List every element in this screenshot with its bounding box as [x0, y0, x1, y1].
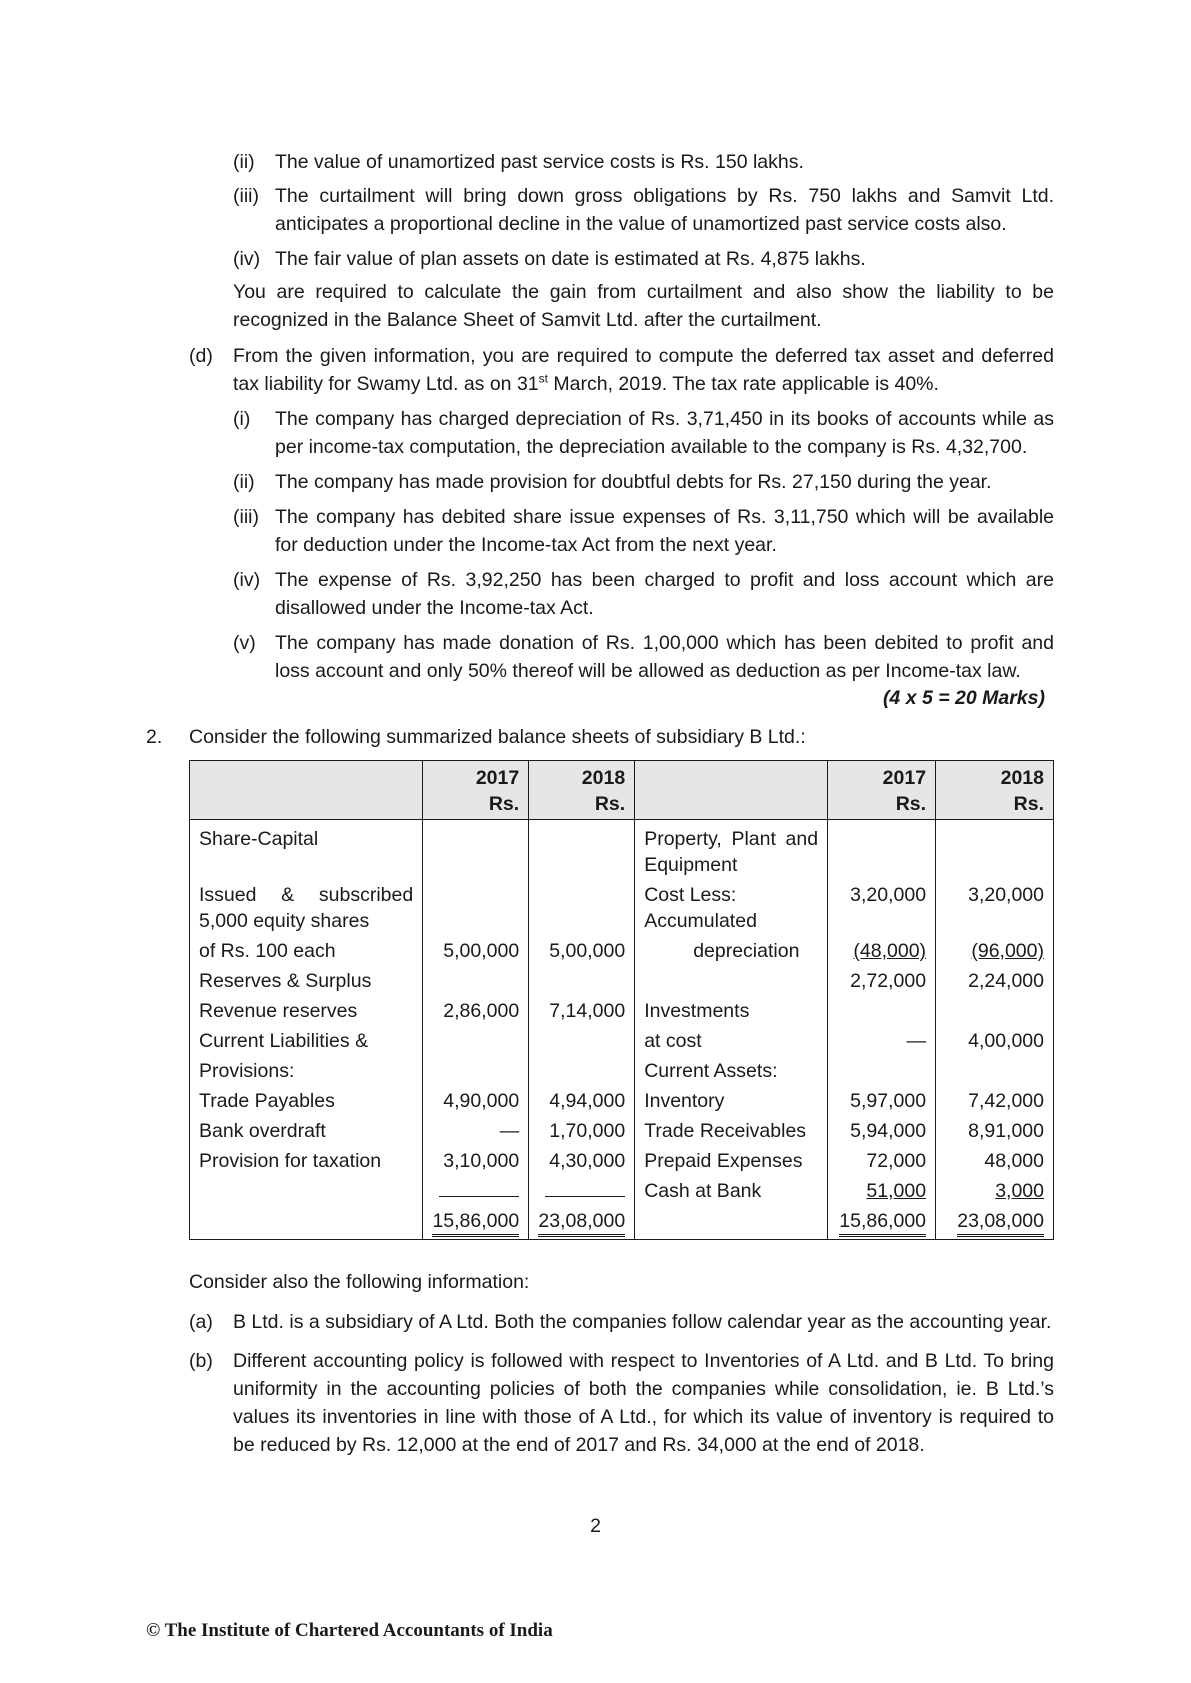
- list-item: (a) B Ltd. is a subsidiary of A Ltd. Both the companies follow calendar year as the accounting year.: [189, 1311, 1052, 1333]
- question-part-d: [189, 342, 1054, 398]
- table-row: Reserves & Surplus 2,72,000 2,24,000: [190, 966, 1054, 996]
- table-header: 2017 Rs. 2018 Rs. 2017 Rs. 2018 Rs.: [190, 761, 1054, 820]
- list-item: (ii) The company has made provision for doubtful debts for Rs. 27,150 during the year.: [233, 471, 992, 493]
- balance-sheet-table: [189, 760, 1054, 1240]
- list-item: [233, 245, 1054, 273]
- question-number: 2.: [146, 726, 163, 748]
- question-2: [146, 723, 1054, 751]
- table-row: Provision for taxation 3,10,000 4,30,000 Prepaid Expenses 72,000 48,000: [190, 1146, 1054, 1176]
- page-number: 2: [590, 1515, 601, 1537]
- marks-label: (4 x 5 = 20 Marks): [882, 687, 1045, 709]
- footer-copyright: © The Institute of Chartered Accountants of India: [146, 1620, 553, 1641]
- table-row: Bank overdraft — 1,70,000 Trade Receivables 5,94,000 8,91,000: [190, 1116, 1054, 1146]
- list-item: (i) The company has charged depreciation of Rs. 3,71,450 in its books of accounts while as per income-tax computation, the depreciation available to the company is Rs. 4,32,700.: [233, 408, 1054, 458]
- item-text: The fair value of plan assets on date is estimated at Rs. 4,875 lakhs.: [275, 248, 866, 270]
- requirement-text: You are required to calculate the gain from curtailment and also show the liability to be recognized in the Balance Sheet of Samvit Ltd. after the curtailment.: [233, 281, 1054, 331]
- table-row: Share-Capital Property, Plant and Equipment: [190, 820, 1054, 881]
- part-label: (d): [189, 345, 213, 367]
- table-row: Cash at Bank 51,000 3,000: [190, 1176, 1054, 1206]
- item-text: The value of unamortized past service costs is Rs. 150 lakhs.: [275, 151, 804, 173]
- list-item: (iv) The expense of Rs. 3,92,250 has been charged to profit and loss account which are disallowed under the Income-tax Act.: [233, 569, 1054, 619]
- list-item: [233, 148, 1054, 176]
- table-row: Current Liabilities & at cost — 4,00,000: [190, 1026, 1054, 1056]
- question-text: Consider the following summarized balance sheets of subsidiary B Ltd.:: [189, 726, 806, 748]
- table-row: Provisions: Current Assets:: [190, 1056, 1054, 1086]
- list-item: (iii) The company has debited share issue expenses of Rs. 3,11,750 which will be available for deduction under the Income-tax Act from the next year.: [233, 506, 1054, 556]
- list-item: [233, 182, 1054, 238]
- part-text: From the given information, you are required to compute the deferred tax asset and deferred tax liability for Swamy Ltd. as on 31st March, 2019. The tax rate applicable is 40%.: [233, 345, 1054, 395]
- also-info-text: Consider also the following information:: [189, 1271, 530, 1293]
- table-row: of Rs. 100 each 5,00,000 5,00,000 depreciation (48,000) (96,000): [190, 936, 1054, 966]
- list-item: (v) The company has made donation of Rs. 1,00,000 which has been debited to profit and loss account and only 50% thereof will be allowed as deduction as per Income-tax law.: [233, 632, 1054, 682]
- item-label: (iv): [233, 248, 261, 270]
- item-label: (ii): [233, 151, 255, 173]
- table-row: Revenue reserves 2,86,000 7,14,000 Investments: [190, 996, 1054, 1026]
- table-total-row: 15,86,000 23,08,000 15,86,000 23,08,000: [190, 1206, 1054, 1240]
- list-item: (b) Different accounting policy is followed with respect to Inventories of A Ltd. and B Ltd. To bring uniformity in the accounting policies of both the companies while consolidation, ie. B Ltd.’s values its inventories in line with those of A Ltd., for which its value of inventory is required to be reduced by Rs. 12,000 at the end of 2017 and Rs. 34,000 at the end of 2018.: [189, 1350, 1054, 1456]
- table-row: Issued & subscribed 5,000 equity shares Cost Less: Accumulated 3,20,000 3,20,000: [190, 880, 1054, 936]
- table-row: Trade Payables 4,90,000 4,94,000 Inventory 5,97,000 7,42,000: [190, 1086, 1054, 1116]
- item-text: The curtailment will bring down gross obligations by Rs. 750 lakhs and Samvit Ltd. anticipates a proportional decline in the value of unamortized past service costs also.: [275, 185, 1054, 235]
- item-label: (iii): [233, 185, 259, 207]
